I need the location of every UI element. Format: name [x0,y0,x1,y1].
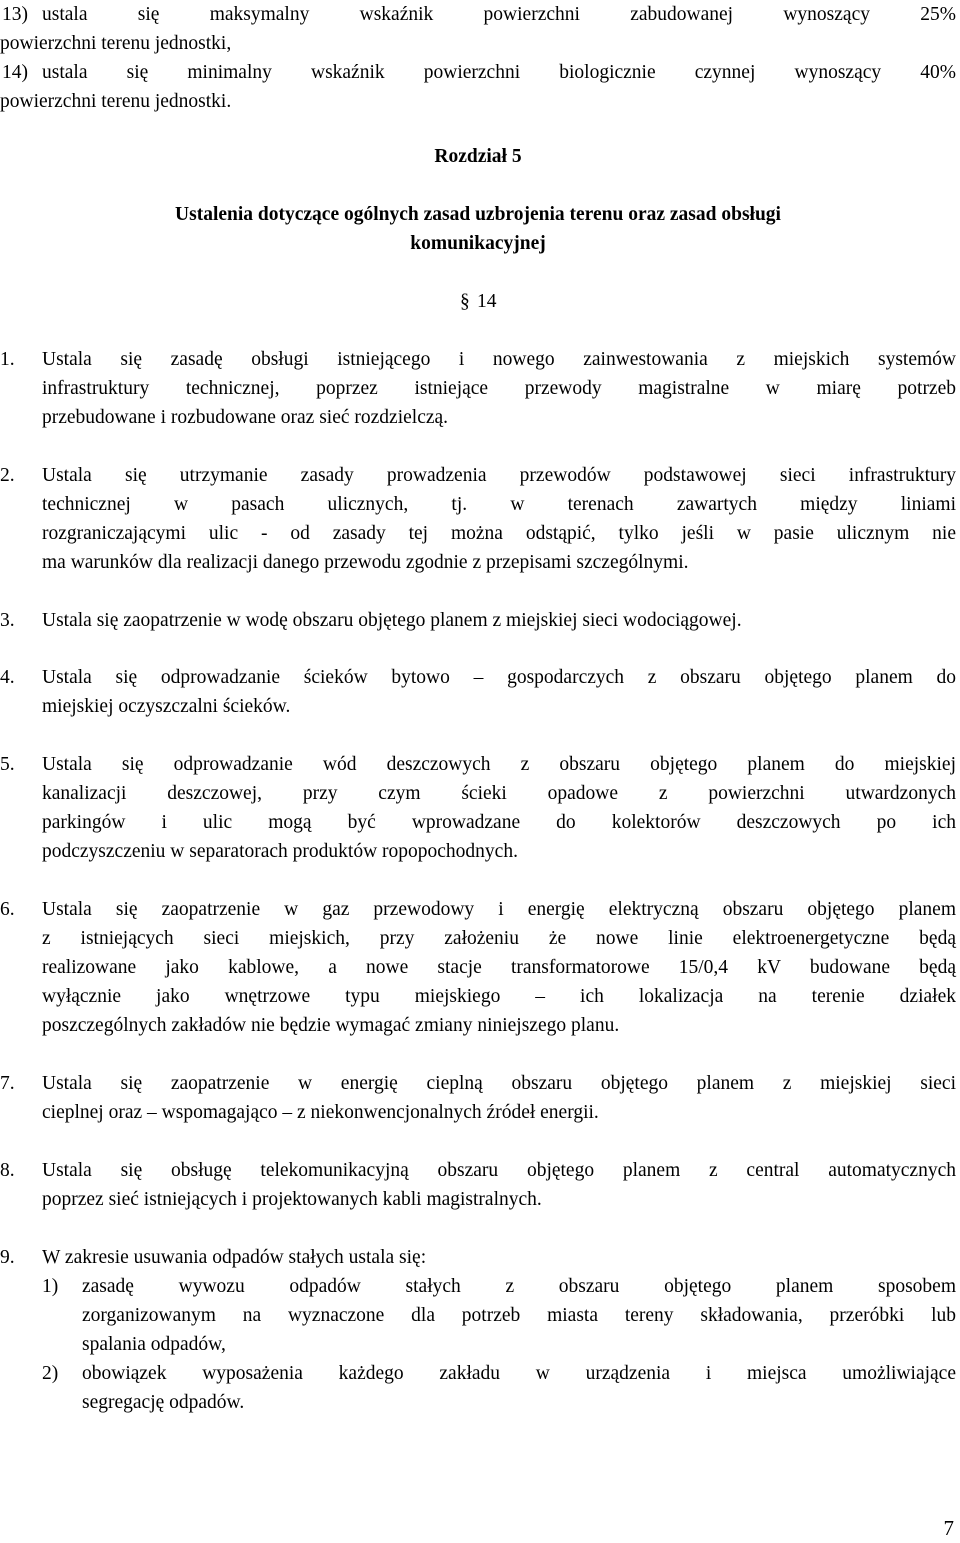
paragraph-line: Ustala się utrzymanie zasady prowadzenia przewodów podstawowej sieci infrastruktury [42,465,956,486]
section-sign: § [460,291,470,312]
paragraph-number: 8. [0,1160,15,1181]
paragraph-line: realizowane jako kablowe, a nowe stacje transformatorowe 15/0,4 kV budowane będą [42,957,956,978]
paragraph-line: z istniejących sieci miejskich, przy założeniu że nowe linie elektroenergetyczne będą [42,928,956,949]
paragraph-line: Ustala się obsługę telekomunikacyjną obszaru objętego planem z central automatycznych [42,1160,956,1181]
list-item-line: ustala się maksymalny wskaźnik powierzchni zabudowanej wynoszący 25% [42,4,956,25]
paragraph-number: 4. [0,667,15,688]
sub-list-item-line: zasadę wywozu odpadów stałych z obszaru objętego planem sposobem [82,1276,956,1297]
paragraph-line: przebudowane i rozbudowane oraz sieć rozdzielczą. [42,407,449,428]
sub-list-item-number: 2) [42,1363,59,1384]
chapter-subtitle: komunikacyjnej [410,233,546,254]
list-item-line: ustala się minimalny wskaźnik powierzchni biologicznie czynnej wynoszący 40% [42,62,956,83]
sub-list-item-line: spalania odpadów, [82,1334,226,1355]
paragraph-number: 1. [0,349,15,370]
paragraph-line: poprzez sieć istniejących i projektowanych kabli magistralnych. [42,1189,542,1210]
paragraph-line: Ustala się zaopatrzenie w gaz przewodowy i energię elektryczną obszaru objętego planem [42,899,956,920]
paragraph-number: 9. [0,1247,15,1268]
paragraph-line: wyłącznie jako wnętrzowe typu miejskiego – ich lokalizacja na terenie działek [42,986,956,1007]
list-item-number: 13) [2,4,28,25]
paragraph-number: 7. [0,1073,15,1094]
paragraph-number: 5. [0,754,15,775]
paragraph-line: parkingów i ulic mogą być wprowadzane do kolektorów deszczowych po ich [42,812,956,833]
paragraph-line: kanalizacji deszczowej, przy czym ścieki opadowe z powierzchni utwardzonych [42,783,956,804]
paragraph-line: rozgraniczającymi ulic - od zasady tej można odstąpić, tylko jeśli w pasie ulicznym nie [42,523,956,544]
paragraph-line: podczyszczeniu w separatorach produktów ropopochodnych. [42,841,518,862]
sub-list-item-line: obowiązek wyposażenia każdego zakładu w urządzenia i miejsca umożliwiające [82,1363,956,1384]
paragraph-line: technicznej w pasach ulicznych, tj. w terenach zawartych między liniami [42,494,956,515]
paragraph-line: Ustala się zaopatrzenie w energię cieplną obszaru objętego planem z miejskiej sieci [42,1073,956,1094]
paragraph-number: 6. [0,899,15,920]
chapter-subtitle: Ustalenia dotyczące ogólnych zasad uzbrojenia terenu oraz zasad obsługi [175,204,781,225]
paragraph-number: 2. [0,465,15,486]
paragraph-line: Ustala się zasadę obsługi istniejącego i nowego zainwestowania z miejskich systemów [42,349,956,370]
list-item-line: powierzchni terenu jednostki. [0,91,232,112]
paragraph-line: cieplnej oraz – wspomagająco – z niekonwencjonalnych źródeł energii. [42,1102,599,1123]
page-number: 7 [943,1516,954,1540]
paragraph-line: Ustala się odprowadzanie wód deszczowych z obszaru objętego planem do miejskiej [42,754,956,775]
paragraph-line: ma warunków dla realizacji danego przewodu zgodnie z przepisami szczególnymi. [42,552,689,573]
paragraph-line: Ustala się odprowadzanie ścieków bytowo – gospodarczych z obszaru objętego planem do [42,667,956,688]
sub-list-item-line: zorganizowanym na wyznaczone dla potrzeb miasta tereny składowania, przeróbki lub [82,1305,956,1326]
paragraph-line: infrastruktury technicznej, poprzez istniejące przewody magistralne w miarę potrzeb [42,378,956,399]
paragraph-line: W zakresie usuwania odpadów stałych ustala się: [42,1247,427,1268]
sub-list-item-number: 1) [42,1276,59,1297]
sub-list-item-line: segregację odpadów. [82,1392,245,1413]
list-item-line: powierzchni terenu jednostki, [0,33,232,54]
chapter-title: Rozdział 5 [434,146,522,167]
paragraph-number: 3. [0,610,15,631]
paragraph-line: Ustala się zaopatrzenie w wodę obszaru objętego planem z miejskiej sieci wodociągowej. [42,610,742,631]
paragraph-line: poszczególnych zakładów nie będzie wymagać zmiany niniejszego planu. [42,1015,620,1036]
section-number: 14 [477,291,497,312]
list-item-number: 14) [2,62,28,83]
paragraph-line: miejskiej oczyszczalni ścieków. [42,696,291,717]
